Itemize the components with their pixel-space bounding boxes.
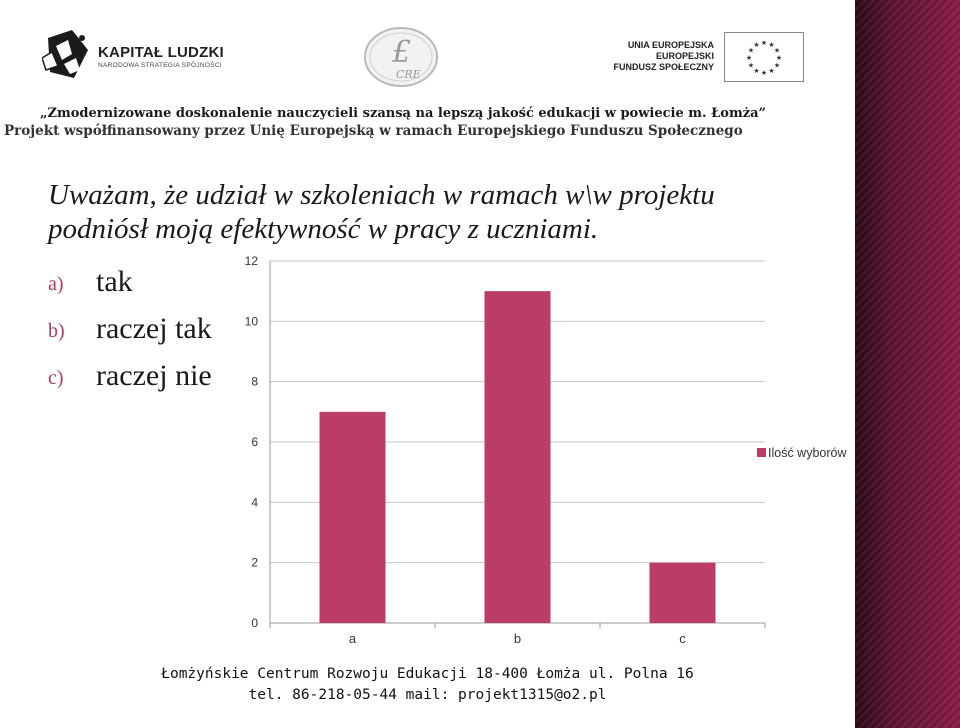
eu-star-icon: ★ (773, 62, 781, 70)
eu-star-icon: ★ (775, 55, 783, 62)
bar-b (485, 291, 551, 623)
project-title: „Zmodernizowane doskonalenie nauczycieli szansą na lepszą jakość edukacji w powiecie m. Łomża” (40, 106, 767, 121)
eu-line-3: FUNDUSZ SPOŁECZNY (613, 62, 714, 72)
footer-address: Łomżyńskie Centrum Rozwoju Edukacji 18-400 Łomża ul. Polna 16 (161, 666, 694, 682)
bar-c (650, 563, 716, 623)
cre-logo-text: CRE (396, 68, 421, 81)
svg-text:£: £ (392, 35, 412, 70)
eu-star-icon: ★ (760, 40, 768, 47)
legend-label: Ilość wyborów (768, 446, 847, 460)
eu-star-icon: ★ (760, 70, 768, 77)
y-tick-label: 2 (251, 555, 258, 570)
y-tick-label: 12 (244, 254, 258, 268)
answer-text: raczej tak (96, 312, 212, 345)
x-tick-label: c (679, 631, 686, 646)
bar-a (320, 412, 386, 623)
eu-star-icon: ★ (768, 67, 775, 75)
kapital-ludzki-subtitle: NARODOWA STRATEGIA SPÓJNOŚCI (98, 62, 222, 69)
eu-line-2: EUROPEJSKI (655, 51, 714, 61)
eu-star-icon: ★ (768, 42, 775, 50)
eu-star-icon: ★ (747, 47, 755, 55)
legend-swatch (757, 448, 766, 457)
eu-star-icon: ★ (773, 47, 781, 55)
eu-star-icon: ★ (745, 55, 753, 62)
eu-line-1: UNIA EUROPEJSKA (627, 40, 714, 50)
answer-letter: b) (48, 320, 65, 342)
y-tick-label: 8 (251, 374, 258, 389)
y-tick-label: 0 (251, 616, 258, 630)
y-tick-label: 4 (251, 495, 258, 510)
eu-star-icon: ★ (753, 67, 760, 75)
project-subtitle: Projekt współfinansowany przez Unię Europejską w ramach Europejskiego Funduszu Społecznego (4, 123, 743, 139)
x-tick-label: a (348, 631, 357, 646)
answer-text: raczej nie (96, 359, 212, 392)
eu-star-icon: ★ (747, 62, 755, 70)
y-tick-label: 10 (244, 314, 258, 329)
answer-letter: a) (48, 273, 64, 295)
footer-contact: tel. 86-218-05-44 mail: projekt1315@o2.pl (248, 687, 607, 703)
y-tick-label: 6 (251, 435, 258, 449)
kapital-ludzki-title: KAPITAŁ LUDZKI (98, 44, 224, 61)
eu-star-icon: ★ (753, 42, 760, 50)
answer-letter: c) (48, 367, 64, 389)
survey-question: Uważam, że udział w szkoleniach w ramach w\w projektu podniósł moją efektywność w pracy z uczniami. (48, 179, 715, 245)
x-tick-label: b (513, 631, 522, 646)
answer-text: tak (96, 265, 133, 298)
